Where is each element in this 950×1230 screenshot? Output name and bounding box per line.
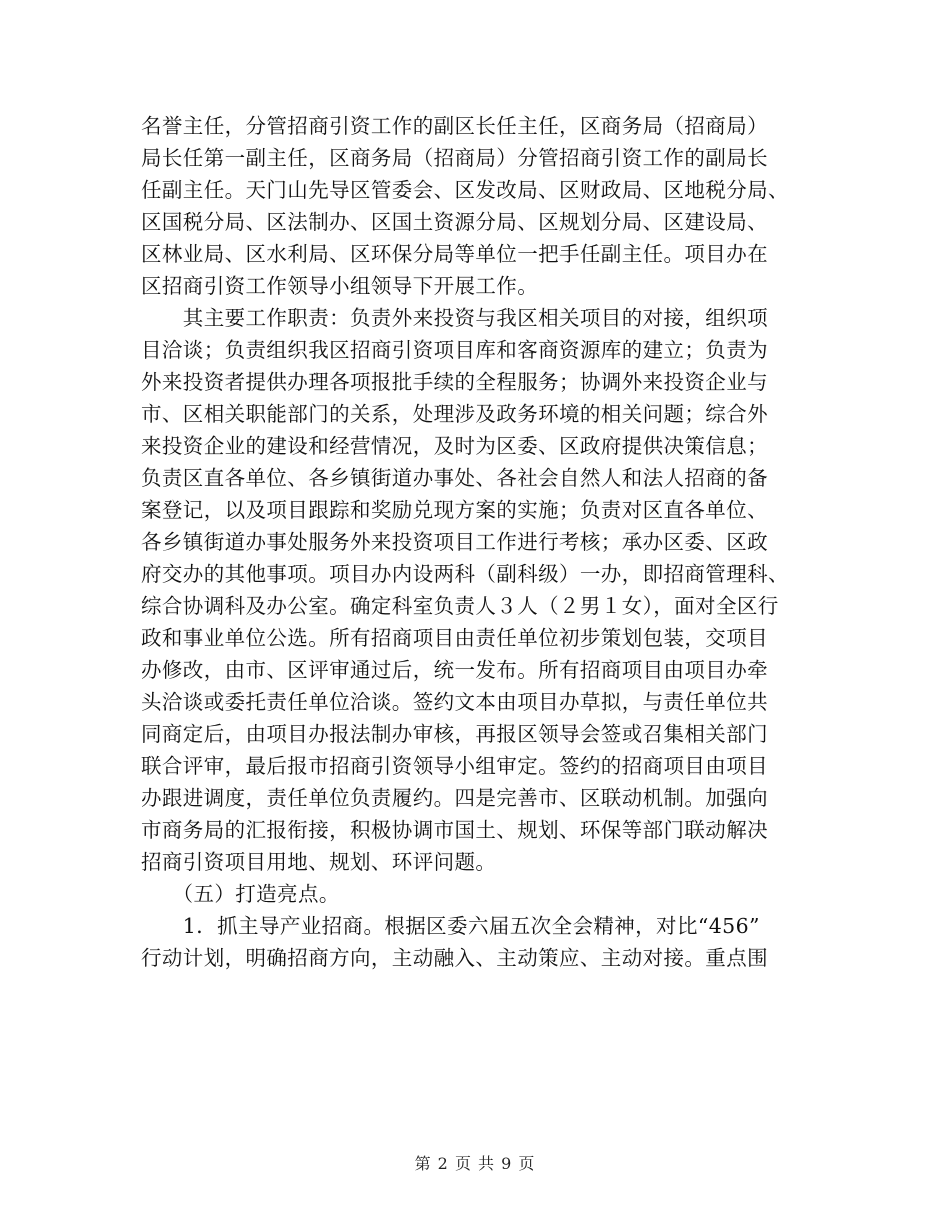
text-line: 区国税分局、区法制办、区国土资源分局、区规划分局、区建设局、 (141, 210, 768, 234)
text-line: 办修改，由市、区评审通过后，统一发布。所有招商项目由项目办牵 (141, 658, 768, 682)
text-line: 任副主任。天门山先导区管委会、区发改局、区财政局、区地税分局、 (141, 178, 789, 202)
text-line: 名誉主任，分管招商引资工作的副区长任主任，区商务局（招商局） (141, 114, 768, 138)
text-line: 外来投资者提供办理各项报批手续的全程服务；协调外来投资企业与 (141, 370, 768, 394)
text-line: 市、区相关职能部门的关系，处理涉及政务环境的相关问题；综合外 (141, 402, 768, 426)
text-line: 市商务局的汇报衔接，积极协调市国土、规划、环保等部门联动解决 (141, 818, 768, 842)
text-line: 案登记，以及项目跟踪和奖励兑现方案的实施；负责对区直各单位、 (141, 498, 768, 522)
page-number: 第 2 页 共 9 页 (414, 1154, 536, 1173)
text-line: 府交办的其他事项。项目办内设两科（副科级）一办，即招商管理科、 (141, 562, 789, 586)
text-line: 目洽谈；负责组织我区招商引资项目库和客商资源库的建立；负责为 (141, 338, 768, 362)
text-line: 其主要工作职责：负责外来投资与我区相关项目的对接，组织项 (141, 306, 768, 330)
text-line: 综合协调科及办公室。确定科室负责人３人（２男１女），面对全区行 (141, 594, 779, 618)
body-text (141, 110, 811, 974)
text-line: 区林业局、区水利局、区环保分局等单位一把手任副主任。项目办在 (141, 242, 768, 266)
text-line: 头洽谈或委托责任单位洽谈。签约文本由项目办草拟，与责任单位共 (141, 690, 768, 714)
text-line: 政和事业单位公选。所有招商项目由责任单位初步策划包装，交项目 (141, 626, 768, 650)
text-line: 来投资企业的建设和经营情况，及时为区委、区政府提供决策信息； (141, 434, 768, 458)
text-line: 局长任第一副主任，区商务局（招商局）分管招商引资工作的副局长 (141, 146, 768, 170)
text-line: 行动计划，明确招商方向，主动融入、主动策应、主动对接。重点围 (141, 946, 768, 970)
section-heading: （五）打造亮点。 (141, 882, 340, 906)
text-line: 办跟进调度，责任单位负责履约。四是完善市、区联动机制。加强向 (141, 786, 768, 810)
text-line: 负责区直各单位、各乡镇街道办事处、各社会自然人和法人招商的备 (141, 466, 768, 490)
text-line: 1．抓主导产业招商。根据区委六届五次全会精神，对比“456” (141, 914, 760, 938)
text-line: 区招商引资工作领导小组领导下开展工作。 (141, 274, 539, 298)
text-line: 同商定后，由项目办报法制办审核，再报区领导会签或召集相关部门 (141, 722, 768, 746)
text-line: 联合评审，最后报市招商引资领导小组审定。签约的招商项目由项目 (141, 754, 768, 778)
text-line: 招商引资项目用地、规划、环评问题。 (141, 850, 497, 874)
text-line: 各乡镇街道办事处服务外来投资项目工作进行考核；承办区委、区政 (141, 530, 768, 554)
